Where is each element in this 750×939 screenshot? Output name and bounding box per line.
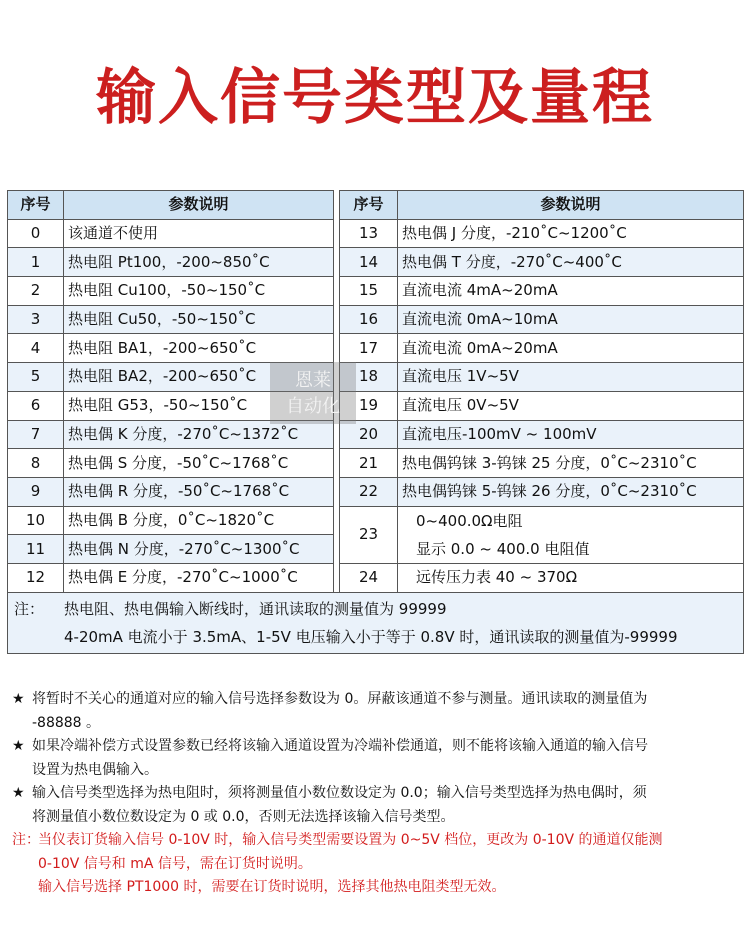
header-no-right: 序号 [340,191,398,220]
table-row: 0 该通道不使用 13 热电偶 J 分度，-210˚C~1200˚C [8,219,744,248]
page-title: 输入信号类型及量程 [96,63,654,133]
note-line-2: 4-20mA 电流小于 3.5mA、1-5V 电压输入小于等于 0.8V 时，通讯读取的测量值为-99999 [64,627,678,646]
star-icon: ★ [12,738,25,754]
notes-section: ★ 将暂时不关心的通道对应的输入信号选择参数设为 0。屏蔽该通道不参与测量。通讯读取的测量值为 -88888 。 ★ 如果冷端补偿方式设置参数已经将该输入通道设置为冷端补偿通道，则不能将该输入通道的输入信号 设置为热电偶输入。 ★ 输入信号类型选择为热电阻时，须将测量值小数位数设定为 0.0；输入信号类型选择为热电偶时，须 将测量值小数位数设定为 0 或 0.0，否则无法选择该输入信号类型。 注： 当仪表订货输入信号 0-10V 时，输入信号类型需要设置为 0~5V 档位，更改为 0-10V 的通道仅能测 0-10V 信号和 mA 信号，需在订货时说明。 输入信号选择 PT1000 时，需要在订货时说明，选择其他热电阻类型无效。 [12,688,742,900]
note-item: ★ 如果冷端补偿方式设置参数已经将该输入通道设置为冷端补偿通道，则不能将该输入通道的输入信号 [12,735,742,759]
table-row: 12 热电偶 E 分度，-270˚C~1000˚C 24 远传压力表 40 ~ 370Ω [8,563,744,592]
header-desc-right: 参数说明 [398,191,744,220]
table-header-row [8,191,744,220]
note-item: ★ 将暂时不关心的通道对应的输入信号选择参数设为 0。屏蔽该通道不参与测量。通讯读取的测量值为 [12,688,742,712]
table-note-row [8,592,744,653]
table-row: 9 热电偶 R 分度，-50˚C~1768˚C 22 热电偶钨铼 5-钨铼 26 分度，0˚C~2310˚C [8,477,744,506]
watermark-logo: 恩莱 自动化 [270,362,356,424]
table-row: 10 热电偶 B 分度，0˚C~1820˚C 23 0~400.0Ω电阻 显示 0.0 ~ 400.0 电阻值 [8,506,744,535]
table-row: 11 热电偶 N 分度，-270˚C~1300˚C [8,535,744,564]
note-label: 注： [14,599,45,618]
table-row: 7 热电偶 K 分度，-270˚C~1372˚C 20 直流电压-100mV ~ 100mV [8,420,744,449]
table-row: 8 热电偶 S 分度，-50˚C~1768˚C 21 热电偶钨铼 3-钨铼 25 分度，0˚C~2310˚C [8,449,744,478]
table-row: 5 热电阻 BA2，-200~650˚C 18 直流电压 1V~5V [8,363,744,392]
header-desc-left: 参数说明 [64,191,334,220]
note-item: ★ 输入信号类型选择为热电阻时，须将测量值小数位数设定为 0.0；输入信号类型选择为热电偶时，须 [12,782,742,806]
header-no-left: 序号 [8,191,64,220]
table-row: 2 热电阻 Cu100，-50~150˚C 15 直流电流 4mA~20mA [8,277,744,306]
table-row: 1 热电阻 Pt100，-200~850˚C 14 热电偶 T 分度，-270˚C~400˚C [8,248,744,277]
star-icon: ★ [12,785,25,801]
note-line-1: 热电阻、热电偶输入断线时，通讯读取的测量值为 99999 [64,599,447,618]
table-row: 4 热电阻 BA1，-200~650˚C 17 直流电流 0mA~20mA [8,334,744,363]
table-row: 3 热电阻 Cu50，-50~150˚C 16 直流电流 0mA~10mA [8,305,744,334]
merged-resistance-cell: 0~400.0Ω电阻 显示 0.0 ~ 400.0 电阻值 [398,506,744,563]
signal-type-table [7,190,744,654]
table-row: 6 热电阻 G53，-50~150˚C 19 直流电压 0V~5V [8,391,744,420]
star-icon: ★ [12,691,25,707]
red-remark: 注： 当仪表订货输入信号 0-10V 时，输入信号类型需要设置为 0~5V 档位，更改为 0-10V 的通道仅能测 0-10V 信号和 mA 信号，需在订货时说明。 输入信号选择 PT1000 时，需要在订货时说明，选择其他热电阻类型无效。 [12,832,663,895]
